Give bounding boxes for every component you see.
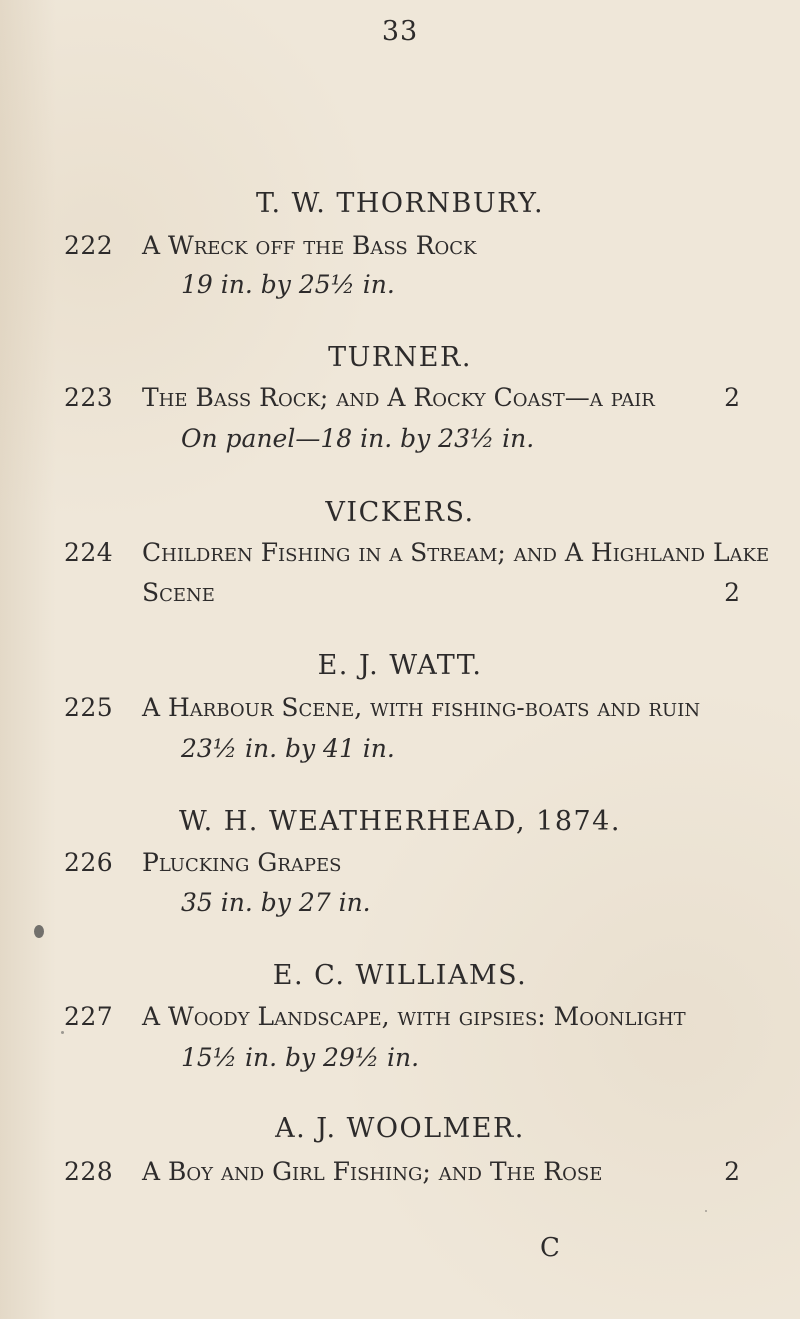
artwork-dimensions: 15½ in. by 29½ in.	[181, 1043, 420, 1072]
lot-number: 222	[64, 231, 114, 260]
paper-speck	[705, 1210, 707, 1212]
paper-speck	[61, 1031, 64, 1034]
artwork-dimensions: 19 in. by 25½ in.	[181, 270, 395, 299]
lot-number: 227	[64, 1002, 114, 1031]
lot-number: 224	[64, 538, 114, 567]
artist-name: E. C. WILLIAMS.	[272, 960, 528, 991]
artwork-title: Children Fishing in a Stream; and A Highland Lake	[142, 538, 770, 567]
artist-name: TURNER.	[328, 342, 472, 373]
lot-quantity: 2	[724, 383, 740, 412]
artist-name: E. J. WATT.	[317, 650, 483, 681]
artwork-title: A Boy and Girl Fishing; and The Rose	[142, 1157, 603, 1186]
artist-name: A. J. WOOLMER.	[275, 1113, 525, 1144]
lot-quantity: 2	[724, 578, 740, 607]
artwork-title: A Woody Landscape, with gipsies: Moonlight	[142, 1002, 686, 1031]
lot-number: 226	[64, 848, 114, 877]
artwork-dimensions: On panel—18 in. by 23½ in.	[181, 424, 535, 453]
paper-speck	[34, 925, 44, 938]
lot-number: 228	[64, 1157, 114, 1186]
artist-name: VICKERS.	[325, 497, 475, 528]
lot-number: 223	[64, 383, 114, 412]
artwork-title: A Harbour Scene, with fishing-boats and ruin	[142, 693, 701, 722]
artwork-dimensions: 23½ in. by 41 in.	[181, 734, 395, 763]
page-number: 33	[381, 16, 419, 47]
artist-name: W. H. WEATHERHEAD, 1874.	[179, 806, 621, 837]
lot-quantity: 2	[724, 1157, 740, 1186]
lot-number: 225	[64, 693, 114, 722]
artwork-title: Plucking Grapes	[142, 848, 342, 877]
artwork-title: The Bass Rock; and A Rocky Coast—a pair	[142, 383, 655, 412]
artist-name: T. W. THORNBURY.	[255, 188, 545, 219]
catalogue-signature-mark: C	[540, 1233, 560, 1263]
artwork-title-continuation: Scene	[142, 578, 215, 607]
artwork-dimensions: 35 in. by 27 in.	[181, 888, 371, 917]
artwork-title: A Wreck off the Bass Rock	[142, 231, 477, 260]
